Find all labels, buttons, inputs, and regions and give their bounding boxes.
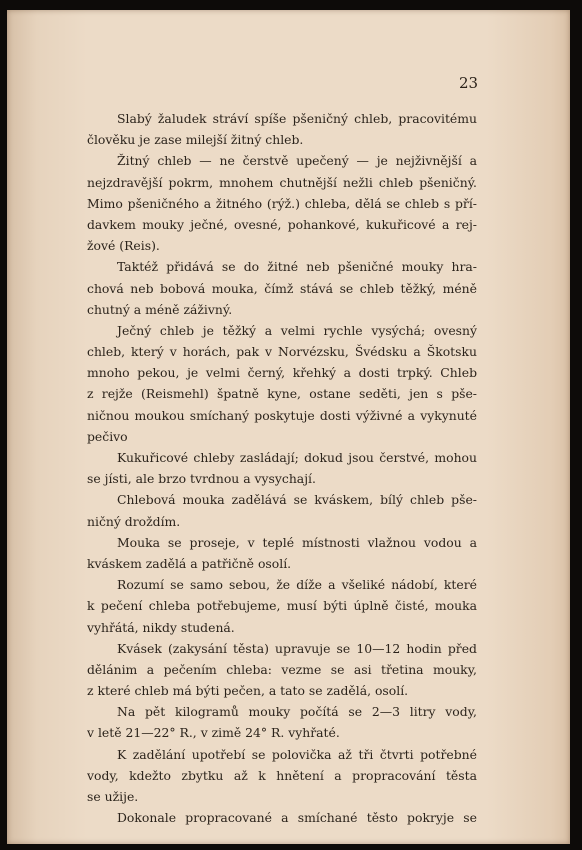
text-line: dělánim a pečením chleba: vezme se asi třetina mouky, bbox=[87, 661, 477, 677]
body-text bbox=[87, 108, 477, 828]
text-line: Taktéž přidává se do žitné neb pšeničné mouky hra- bbox=[117, 259, 477, 275]
text-line: Rozumí se samo sebou, že díže a všeliké nádobí, které bbox=[117, 577, 477, 593]
text-line: Kukuřicové chleby zasládají; dokud jsou čerstvé, mohou bbox=[117, 450, 477, 465]
text-line: K zadělání upotřebí se polovička až tři čtvrti potřebné bbox=[117, 746, 477, 762]
text-line: se užije. bbox=[87, 789, 139, 804]
text-line: z které chleb má býti pečen, a tato se zadělá, osolí. bbox=[87, 683, 409, 699]
text-line: Na pět kilogramů mouky počítá se 2—3 litry vody, bbox=[117, 704, 477, 720]
text-line: z rejže (Reismehl) špatně kyne, ostane seděti, jen s pše- bbox=[87, 386, 477, 402]
text-line: Mimo pšeničného a žitného (rýž.) chleba, dělá se chleb s pří- bbox=[87, 195, 477, 211]
text-line: chleb, který v horách, pak v Norvézsku, Švédsku a Škotsku bbox=[87, 344, 477, 360]
text-line: žové (Reis). bbox=[87, 238, 160, 254]
text-line: chutný a méně záživný. bbox=[87, 301, 233, 317]
text-line: ničnou moukou smíchaný poskytuje dosti výživné a vykynuté bbox=[87, 407, 477, 423]
page-number: 23 bbox=[459, 74, 479, 92]
text-line: člověku je zase milejší žitný chleb. bbox=[87, 132, 304, 148]
book-page bbox=[7, 10, 570, 844]
text-line: Kvásek (zakysání těsta) upravuje se 10—12 hodin před bbox=[117, 640, 477, 656]
text-line: Dokonale propracované a smíchané těsto pokryje se bbox=[117, 810, 477, 826]
text-line: Ječný chleb je těžký a velmi rychle vysýchá; ovesný bbox=[117, 322, 477, 338]
text-line: se jísti, ale brzo tvrdnou a vysychají. bbox=[87, 471, 316, 487]
text-line: vyhřátá, nikdy studená. bbox=[87, 619, 235, 635]
text-line: Chlebová mouka zadělává se kváskem, bílý chleb pše- bbox=[117, 492, 477, 508]
text-line: chová neb bobová mouka, čímž stává se chleb těžký, méně bbox=[87, 280, 477, 296]
text-line: Žitný chleb — ne čerstvě upečený — je nejživnější a bbox=[117, 153, 477, 169]
text-line: ničný droždím. bbox=[87, 513, 181, 529]
text-line: Mouka se proseje, v teplé místnosti vlažnou vodou a bbox=[117, 534, 477, 550]
text-line: davkem mouky ječné, ovesné, pohankové, kukuřicové a rej- bbox=[87, 216, 477, 232]
text-line: v letě 21—22° R., v zimě 24° R. vyhřaté. bbox=[87, 725, 340, 741]
text-line: Slabý žaludek stráví spíše pšeničný chleb, pracovitému bbox=[117, 111, 477, 126]
text-line: k pečení chleba potřebujeme, musí býti úplně čisté, mouka bbox=[87, 598, 477, 614]
text-line: nejzdravější pokrm, mnohem chutnější nežli chleb pšeničný. bbox=[87, 174, 477, 190]
text-line: vody, kdežto zbytku až k hnětení a propracování těsta bbox=[87, 767, 477, 783]
text-line: mnoho pekou, je velmi černý, křehký a dosti trpký. Chleb bbox=[87, 365, 477, 381]
text-line: pečivo bbox=[87, 428, 128, 444]
text-line: kváskem zadělá a patřičně osolí. bbox=[87, 555, 292, 571]
